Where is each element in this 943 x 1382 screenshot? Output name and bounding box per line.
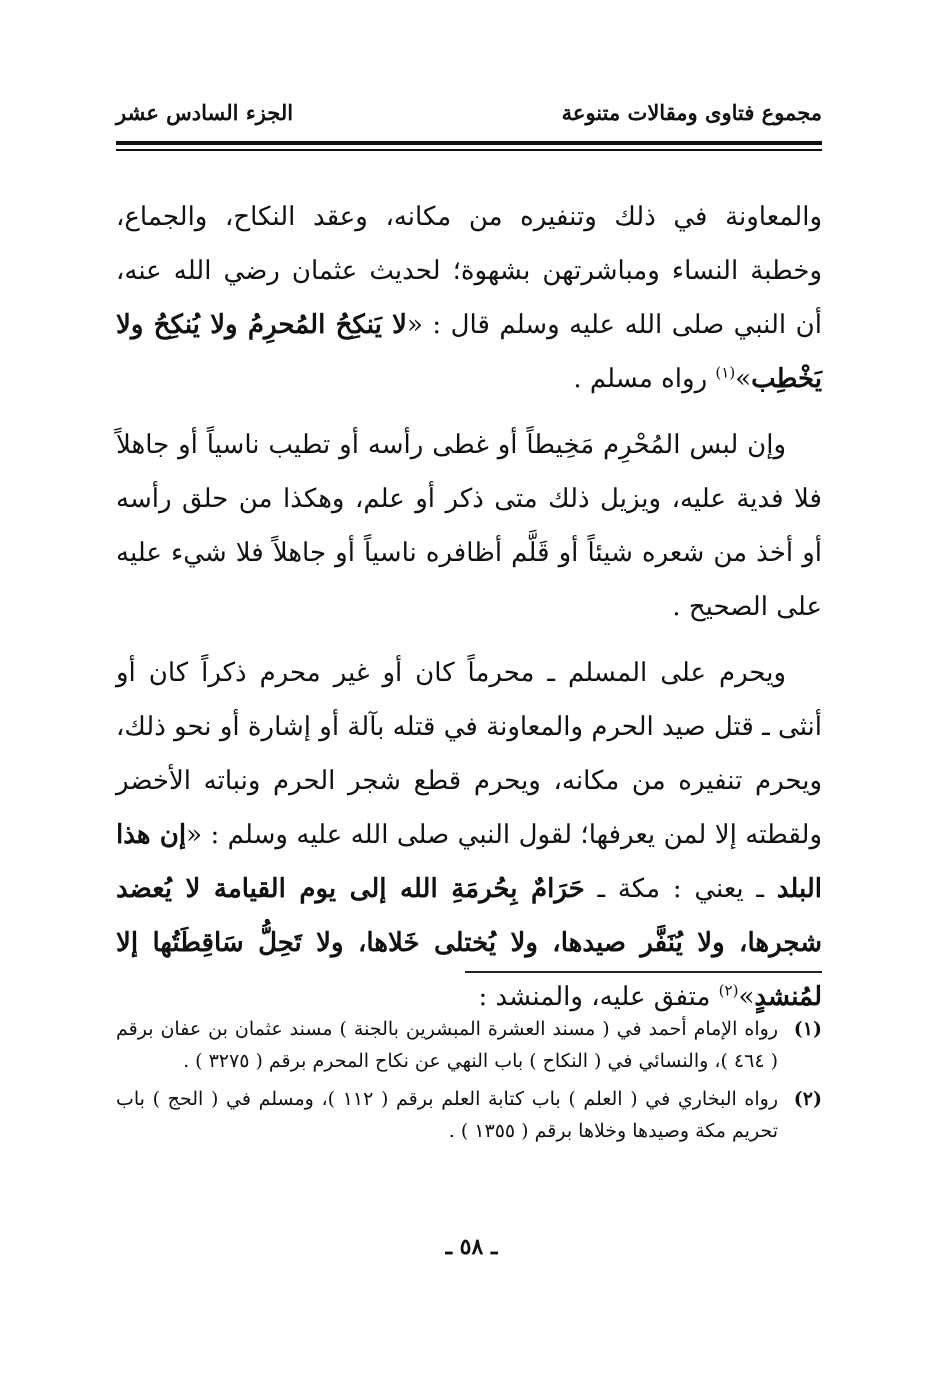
footnote-1 <box>116 1013 822 1077</box>
quote-close: » <box>738 982 755 1012</box>
hadith-quote: حَرَامٌ بِحُرمَةِ الله إلى يوم القيامة لا يُعضد شجرها، ولا يُنَفَّر صيدها، ولا يُختلى خَلاها، ولا تَحِلُّ سَاقِطَتُها إلا لمُنشدٍ <box>116 874 822 1012</box>
footnote-text: رواه البخاري في ( العلم ) باب كتابة العلم برقم ( ١١٢ )، ومسلم في ( الحج ) باب تحريم مكة وصيدها وخلاها برقم ( ١٣٥٥ ) . <box>116 1088 779 1142</box>
hadith-quote: إن هذا البلد <box>116 820 822 904</box>
paragraph-text: رواه مسلم . <box>573 364 716 394</box>
paragraph-text: ويحرم على المسلم ـ محرماً كان أو غير محرم ذكراً كان أو أنثى ـ قتل صيد الحرم والمعاونة في قتله بآلة أو إشارة أو نحو ذلك، ويحرم تنفيره من مكانه، ويحرم قطع شجر الحرم ونباته الأخضر ولقطته إلا لمن يعرفها؛ لقول النبي صلى الله عليه وسلم : « <box>116 658 823 850</box>
main-text <box>116 190 822 1036</box>
paragraph-1 <box>116 190 822 406</box>
header-rule-thick <box>116 141 822 145</box>
part-label: الجزء السادس عشر <box>116 100 294 125</box>
footnote-number: (١) <box>793 1018 822 1040</box>
hadith-quote: لا يَنكِحُ المُحرِمُ ولا يُنكِحُ ولا يَخْطِب <box>116 310 822 394</box>
paragraph-2: وإن لبس المُحْرِم مَخِيطاً أو غطى رأسه أو تطيب ناسياً أو جاهلاً فلا فدية عليه، ويزيل ذلك متى ذكر أو علم، وهكذا من حلق رأسه أو أخذ من شعره شيئاً أو قَلَّم أظافره ناسياً أو جاهلاً فلا شيء عليه على الصحيح . <box>116 430 822 622</box>
footnote-2 <box>116 1083 822 1147</box>
page-number: ـ ٥٨ ـ <box>445 1234 498 1260</box>
footnote-number: (٢) <box>793 1088 822 1110</box>
header-rule-thin <box>116 149 822 151</box>
paragraph-text: ـ يعني : مكة ـ <box>584 874 777 904</box>
paragraph-text: متفق عليه، والمنشد : <box>478 982 719 1012</box>
paragraph-text: والمعاونة في ذلك وتنفيره من مكانه، وعقد النكاح، والجماع، وخطبة النساء ومباشرتهن بشهوة؛ لحديث عثمان رضي الله عنه، أن النبي صلى الله عليه وسلم قال : « <box>116 202 822 340</box>
book-title: مجموع فتاوى ومقالات متنوعة <box>561 100 822 125</box>
running-header <box>116 100 822 125</box>
footnotes <box>116 1013 822 1153</box>
footnote-ref-1: (١) <box>715 363 736 382</box>
footnote-ref-2: (٢) <box>718 981 739 1000</box>
paragraph-3 <box>116 646 822 1024</box>
footnote-text: رواه الإمام أحمد في ( مسند العشرة المبشرين بالجنة ) مسند عثمان بن عفان برقم ( ٤٦٤ )، والنسائي في ( النكاح ) باب النهي عن نكاح المحرم برقم ( ٣٢٧٥ ) . <box>116 1018 778 1072</box>
footnote-separator <box>465 971 822 973</box>
quote-close: » <box>735 364 752 394</box>
